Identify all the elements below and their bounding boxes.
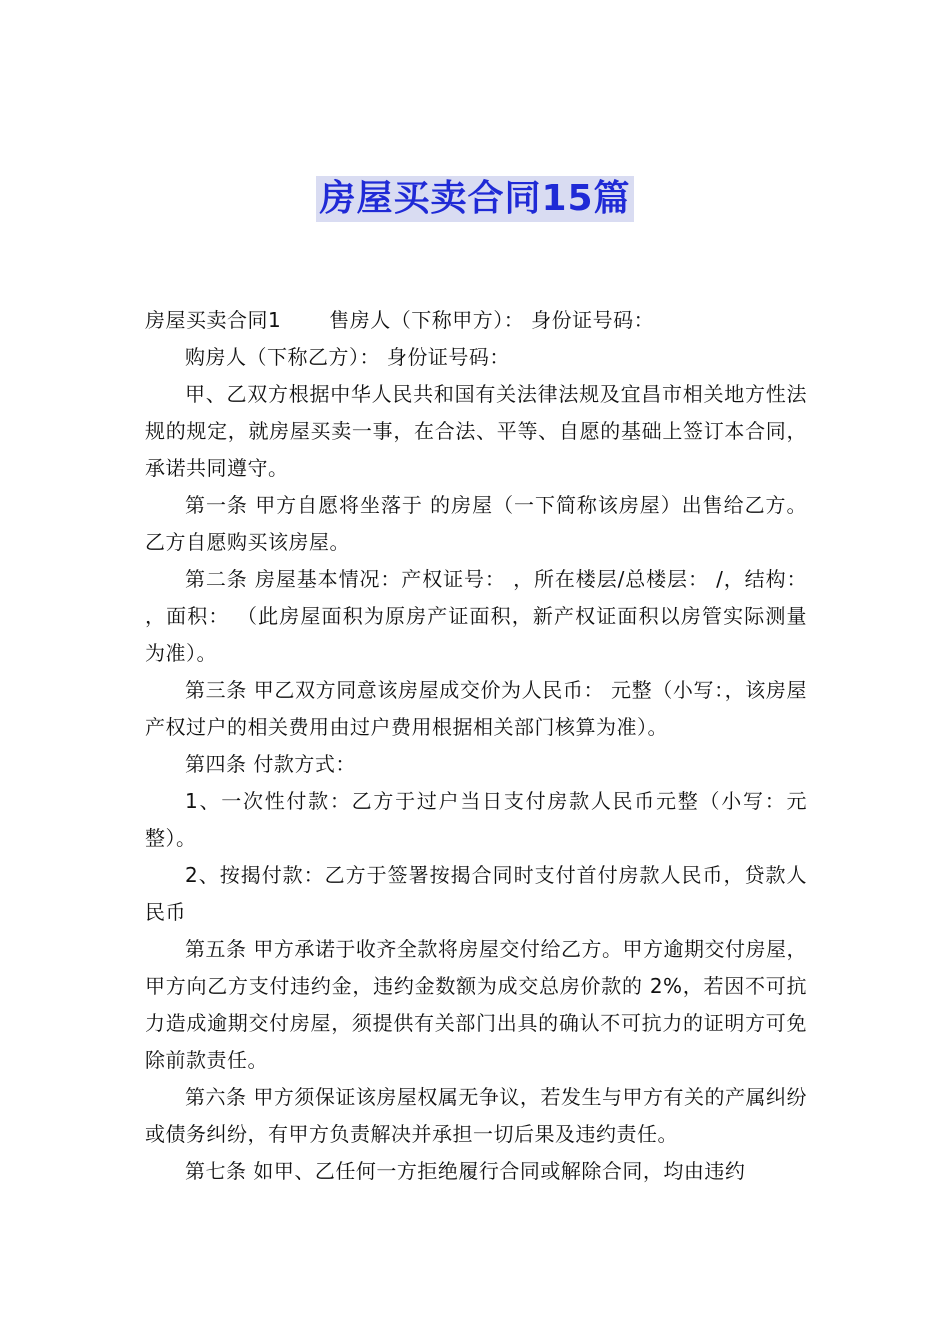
paragraph: 购房人（下称乙方）： 身份证号码： (185, 345, 510, 369)
paragraph: 第一条 甲方自愿将坐落于 的房屋（一下简称该房屋）出售给乙方。乙方自愿购买该房屋。 (145, 493, 807, 554)
title-wrap (0, 176, 950, 222)
paragraph: 甲、乙双方根据中华人民共和国有关法律法规及宜昌市相关地方性法规的规定，就房屋买卖一事，在合法、平等、自愿的基础上签订本合同，承诺共同遵守。 (145, 382, 807, 480)
paragraph: 第五条 甲方承诺于收齐全款将房屋交付给乙方。甲方逾期交付房屋，甲方向乙方支付违约金，违约金数额为成交总房价款的 2%，若因不可抗力造成逾期交付房屋，须提供有关部门出具的确认不可抗力的证明方可免除前款责任。 (145, 937, 807, 1072)
seller-line: 售房人（下称甲方）： 身份证号码： (329, 308, 655, 332)
contract-heading-label: 房屋买卖合同1 (145, 308, 282, 332)
paragraph: 第七条 如甲、乙任何一方拒绝履行合同或解除合同，均由违约 (185, 1159, 746, 1183)
document-body (145, 302, 807, 1190)
paragraph: 1、一次性付款：乙方于过户当日支付房款人民币元整（小写：元整）。 (145, 789, 807, 850)
paragraph: 第六条 甲方须保证该房屋权属无争议，若发生与甲方有关的产属纠纷或债务纠纷，有甲方负责解决并承担一切后果及违约责任。 (145, 1085, 807, 1146)
first-line (145, 302, 807, 339)
paragraph: 第二条 房屋基本情况：产权证号： ，所在楼层/总楼层： /，结构： ，面积： （此房屋面积为原房产证面积，新产权证面积以房管实际测量为准）。 (145, 567, 807, 665)
paragraph: 第四条 付款方式： (185, 752, 356, 776)
document-title: 房屋买卖合同15篇 (316, 176, 633, 222)
paragraph: 第三条 甲乙双方同意该房屋成交价为人民币： 元整（小写：，该房屋产权过户的相关费用由过户费用根据相关部门核算为准）。 (145, 678, 807, 739)
paragraph: 2、按揭付款：乙方于签署按揭合同时支付首付房款人民币，贷款人民币 (145, 863, 807, 924)
